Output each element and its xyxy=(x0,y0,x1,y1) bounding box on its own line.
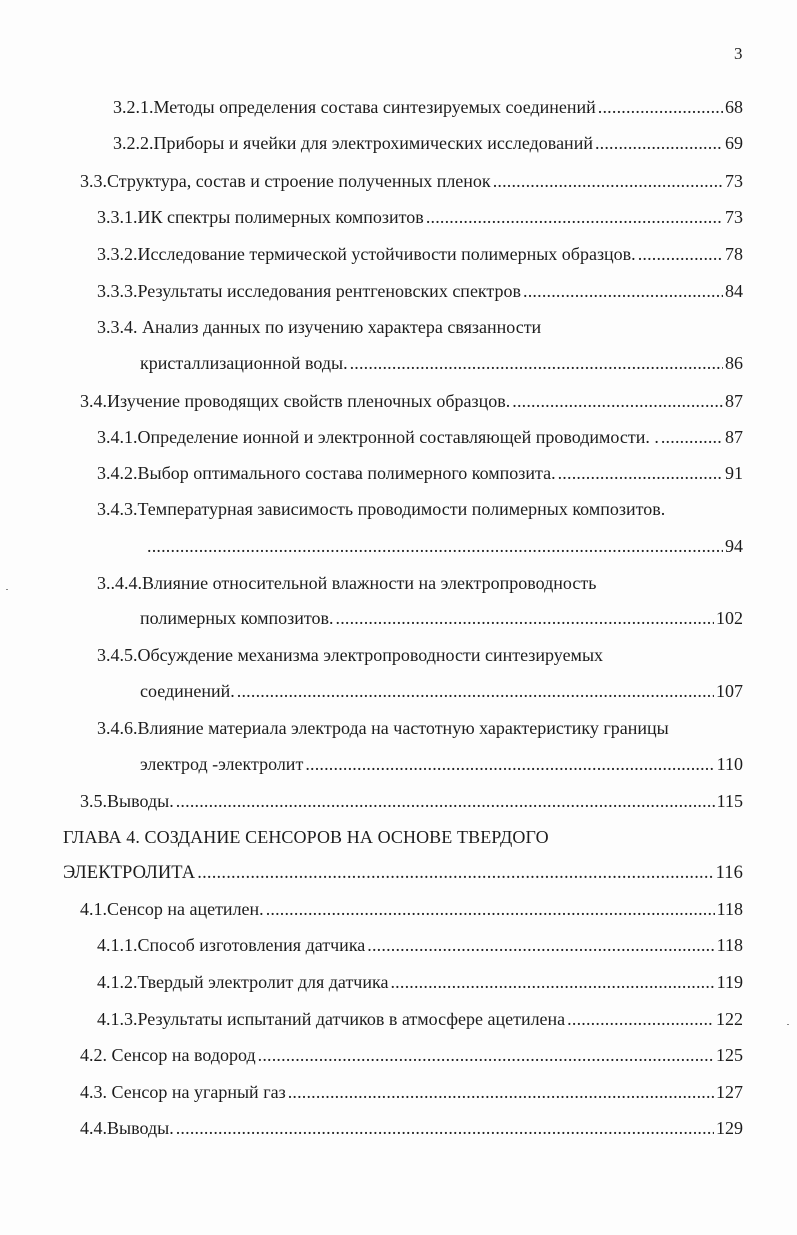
toc-title: 3.4.1.Определение ионной и электронной составляющей проводимости. . xyxy=(97,427,659,447)
toc-entry xyxy=(140,607,743,629)
toc-title: 3.4.2.Выбор оптимального состава полимерного композита. xyxy=(97,463,556,483)
dot-leader xyxy=(147,535,723,557)
toc-title: 3.3.Структура, состав и строение полученных пленок xyxy=(80,171,491,191)
dot-leader xyxy=(176,790,715,812)
toc-page: 116 xyxy=(715,863,743,883)
toc-title: 3.2.2.Приборы и ячейки для электрохимических исследований xyxy=(113,133,593,153)
page-number: 3 xyxy=(734,44,743,63)
dot-leader xyxy=(567,1008,714,1030)
toc-entry xyxy=(80,170,743,192)
dot-leader xyxy=(367,934,714,956)
dot-leader xyxy=(305,753,714,775)
toc-title: 3..4.4.Влияние относительной влажности на электропроводность xyxy=(97,573,597,593)
toc-page: 68 xyxy=(725,97,743,117)
toc-entry xyxy=(80,790,743,812)
dot-leader xyxy=(595,132,723,154)
toc-title: полимерных композитов. xyxy=(140,608,334,628)
dot-leader xyxy=(237,680,714,702)
toc-page: 73 xyxy=(725,171,743,191)
dot-leader xyxy=(390,971,714,993)
toc-page: 84 xyxy=(725,281,743,301)
toc-title: 3.4.Изучение проводящих свойств пленочных образцов. xyxy=(80,391,511,411)
toc-entry xyxy=(113,96,743,118)
toc-entry xyxy=(63,862,743,884)
toc-entry xyxy=(80,898,743,920)
dot-leader xyxy=(558,462,723,484)
dot-leader xyxy=(176,1117,714,1139)
dot-leader xyxy=(350,352,723,374)
toc-entry xyxy=(140,753,743,775)
toc-page: 119 xyxy=(716,972,743,992)
toc-title: 4.4.Выводы. xyxy=(80,1118,174,1138)
toc-title: 4.2. Сенсор на водород xyxy=(80,1045,256,1065)
toc-title: 3.4.3.Температурная зависимость проводимости полимерных композитов. xyxy=(97,499,666,519)
toc-page: 73 xyxy=(725,207,743,227)
toc-page: 118 xyxy=(716,899,743,919)
toc-title: кристаллизационной воды. xyxy=(140,353,348,373)
dot-leader xyxy=(288,1081,714,1103)
toc-title: 4.1.Сенсор на ацетилен. xyxy=(80,899,264,919)
toc-title: 4.3. Сенсор на угарный газ xyxy=(80,1082,286,1102)
toc-entry xyxy=(140,352,743,374)
toc-title: ЭЛЕКТРОЛИТА xyxy=(63,863,196,883)
toc-page: 118 xyxy=(716,935,743,955)
toc-page: 91 xyxy=(725,463,743,483)
toc-page: 69 xyxy=(725,133,743,153)
toc-page: 115 xyxy=(716,791,743,811)
toc-title: 4.1.2.Твердый электролит для датчика xyxy=(97,972,389,992)
toc-entry xyxy=(97,462,743,484)
toc-page: 94 xyxy=(725,536,743,556)
toc-page: 87 xyxy=(725,427,743,447)
toc-title: 3.3.2.Исследование термической устойчивости полимерных образцов. xyxy=(97,244,636,264)
dot-leader xyxy=(493,170,723,192)
scan-speck xyxy=(6,589,8,590)
toc-entry xyxy=(145,535,743,557)
toc-page: 78 xyxy=(725,244,743,264)
toc-entry xyxy=(97,426,743,448)
toc-page: 102 xyxy=(716,608,743,628)
toc-page: 87 xyxy=(725,391,743,411)
toc-entry xyxy=(97,934,743,956)
toc-entry xyxy=(140,680,743,702)
toc-entry xyxy=(97,280,743,302)
toc-title: 3.3.3.Результаты исследования рентгеновских спектров xyxy=(97,281,522,301)
dot-leader xyxy=(336,607,715,629)
dot-leader xyxy=(638,243,723,265)
toc-entry xyxy=(97,206,743,228)
toc-entry xyxy=(97,1008,743,1030)
toc-title: 3.4.6.Влияние материала электрода на частотную характеристику границы xyxy=(97,718,669,738)
dot-leader xyxy=(598,96,723,118)
toc-title: 3.3.4. Анализ данных по изучению характера связанности xyxy=(97,317,542,337)
toc-entry xyxy=(97,243,743,265)
toc-entry xyxy=(80,1044,743,1066)
dot-leader xyxy=(197,862,713,884)
toc-page: 86 xyxy=(725,353,743,373)
toc-title: электрод -электролит xyxy=(140,754,304,774)
toc-entry xyxy=(97,971,743,993)
toc-entry xyxy=(80,1081,743,1103)
toc-title: 3.4.5.Обсуждение механизма электропроводности синтезируемых xyxy=(97,645,604,665)
dot-leader xyxy=(523,280,723,302)
toc-page: 129 xyxy=(716,1118,743,1138)
dot-leader xyxy=(661,426,723,448)
toc-page: 107 xyxy=(716,681,743,701)
dot-leader xyxy=(426,206,723,228)
toc-entry xyxy=(113,132,743,154)
toc-page: 127 xyxy=(716,1082,743,1102)
chapter-heading: ГЛАВА 4. СОЗДАНИЕ СЕНСОРОВ НА ОСНОВЕ ТВЕРДОГО xyxy=(63,827,549,847)
toc-page: 122 xyxy=(716,1009,743,1029)
toc-title: 4.1.1.Способ изготовления датчика xyxy=(97,935,366,955)
toc-entry xyxy=(80,1117,743,1139)
toc-title: соединений. xyxy=(140,681,235,701)
toc-title: 3.2.1.Методы определения состава синтезируемых соединений xyxy=(113,97,596,117)
toc-entry xyxy=(80,390,743,412)
toc-page: 125 xyxy=(716,1045,743,1065)
toc-title: 4.1.3.Результаты испытаний датчиков в атмосфере ацетилена xyxy=(97,1009,566,1029)
scan-speck xyxy=(787,1024,789,1025)
toc-title: 3.5.Выводы. xyxy=(80,791,174,811)
dot-leader xyxy=(258,1044,714,1066)
dot-leader xyxy=(512,390,723,412)
dot-leader xyxy=(266,898,715,920)
toc-title: 3.3.1.ИК спектры полимерных композитов xyxy=(97,207,424,227)
toc-page: 110 xyxy=(716,754,743,774)
